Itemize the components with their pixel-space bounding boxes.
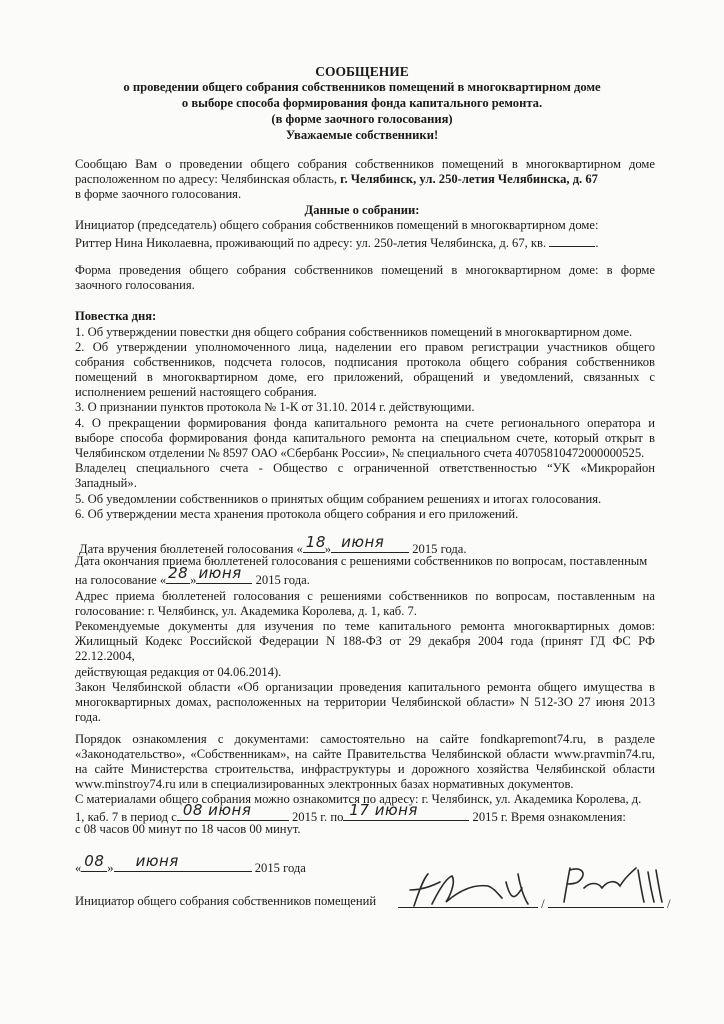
meeting-heading: Данные о собрании: <box>304 203 420 217</box>
docs-line: С материалами общего собрания можно ознакомится по адресу: г. Челябинск, ул. Академика Королева, д. <box>75 792 642 806</box>
signature-line: / / <box>398 894 670 912</box>
handwritten-date: 08 июня <box>182 801 252 819</box>
end-month-field <box>196 564 252 584</box>
apartment-blank <box>549 233 595 247</box>
agenda-item: 6. Об утверждении места хранения протокола общего собрания и его приложений. <box>75 507 519 521</box>
handwritten-day: 08 <box>84 852 105 870</box>
initiator-line: Инициатор (председатель) общего собрания собственников помещений в многоквартирном доме: <box>75 218 599 232</box>
title-line-2: о выборе способа формирования фонда капитального ремонта. <box>181 96 543 110</box>
agenda-heading: Повестка дня: <box>75 309 157 323</box>
agenda-item: 1. Об утверждении повестки дня общего собрания собственников помещений в многоквартирном доме. <box>75 325 633 339</box>
intro-line-2: расположенном по адресу: Челябинская область, г. Челябинск, ул. 250-летия Челябинска, д. 67 <box>75 172 598 186</box>
review-hours-line: с 08 часов 00 минут по 18 часов 00 минут. <box>75 822 301 836</box>
agenda-item: 3. О признании пунктов протокола № 1-К от 31.10. 2014 г. действующими. <box>75 400 475 414</box>
title-line-3: (в форме заочного голосования) <box>271 112 453 126</box>
period-to-field <box>343 801 469 821</box>
docs-line: Порядок ознакомления с документами: самостоятельно на сайте fondkapremont74.ru, в разделе <box>75 732 655 746</box>
docs-line: на сайте Министерства строительства, инфраструктуры и дорожного хозяйства Челябинской области <box>75 762 655 776</box>
building-address: г. Челябинск, ул. 250-летия Челябинска, д. 67 <box>340 172 598 186</box>
agenda-item: Западный». <box>75 476 137 490</box>
end-day-field <box>166 564 190 584</box>
handwritten-day: 28 <box>168 564 189 582</box>
review-period-line: 1, каб. 7 в период с 08 июня 2015 г. по 17 июня 2015 г. Время ознакомления: <box>75 801 626 824</box>
docs-line: Закон Челябинской области «Об организации проведения капитального ремонта общего имущества в <box>75 680 655 694</box>
agenda-item: 5. Об уведомлении собственников о принятых общим собранием решениях и итогах голосования. <box>75 492 602 506</box>
docs-line: многоквартирных домах, расположенных на территории Челябинской области» N 512-ЗО 27 июня 2013 <box>75 695 655 709</box>
docs-line: 22.12.2004, <box>75 649 135 663</box>
form-line-1: Форма проведения общего собрания собственников помещений в многоквартирном доме: в форме <box>75 263 655 277</box>
handwritten-day: 18 <box>305 533 326 551</box>
handwritten-name-signature <box>556 862 668 908</box>
docs-line: Жилищный Кодекс Российской Федерации N 188-ФЗ от 29 декабря 2004 года (принят ГД ФС РФ <box>75 634 655 648</box>
agenda-item: помещений в многоквартирном доме, его приложений, обращений и уведомлений, связанных с <box>75 370 655 384</box>
agenda-item: 4. О прекращении формирования фонда капитального ремонта на счете регионального оператора и <box>75 416 655 430</box>
end-date-line-2: на голосование « 28 » июня 2015 года. <box>75 564 310 587</box>
footer-date-line: « 08 » июня 2015 года <box>75 852 306 875</box>
agenda-item: выборе способа формирования фонда капитального ремонта на специальном счете, который открыт в <box>75 431 655 445</box>
initiator-name-line: Риттер Нина Николаевна, проживающий по адресу: ул. 250-летия Челябинска, д. 67, кв. . <box>75 233 598 251</box>
agenda-item: исполнением решений настоящего собрания. <box>75 385 317 399</box>
handwritten-month: июня <box>135 852 179 870</box>
intro-line-3: в форме заочного голосования. <box>75 187 242 201</box>
form-line-2: заочного голосования. <box>75 278 195 292</box>
delivery-month-field <box>331 533 409 553</box>
docs-line: «Законодательство», «Собственникам», на сайте Правительства Челябинской области www.pravmin74.ru, <box>75 747 655 761</box>
docs-line: Адрес приема бюллетеней голосования с решениями собственников по вопросам, поставленным на <box>75 589 655 603</box>
agenda-item: Владелец специального счета - Общество с ограниченной ответственностью “УК «Микрорайон <box>75 461 655 475</box>
title-line-1: о проведении общего собрания собственников помещений в многоквартирном доме <box>123 80 601 94</box>
docs-line: действующая редакция от 04.06.2014). <box>75 665 282 679</box>
delivery-day-field <box>303 533 326 553</box>
handwritten-month: июня <box>341 533 385 551</box>
period-from-field <box>177 801 289 821</box>
handwritten-month: июня <box>198 564 242 582</box>
docs-line: www.minstroy74.ru или в специализированных электронных базах нормативных документов. <box>75 777 574 791</box>
docs-line: года. <box>75 710 101 724</box>
intro-line-1: Сообщаю Вам о проведении общего собрания собственников помещений в многоквартирном доме <box>75 157 655 171</box>
footer-day-field <box>81 852 107 872</box>
document-title: СООБЩЕНИЕ <box>315 64 409 79</box>
agenda-item: Челябинском отделении № 8597 ОАО «Сбербанк России», № специального счета 40705810472000000525. <box>75 446 645 460</box>
initiator-signature-label: Инициатор общего собрания собственников помещений <box>75 894 377 908</box>
end-date-line-1: Дата окончания приема бюллетеней голосования с решениями собственников по вопросам, поставленным <box>75 554 648 568</box>
handwritten-date: 17 июня <box>349 801 418 819</box>
agenda-item: собрания собственников, подсчета голосов, подписания протокола общего собрания собственников <box>75 355 655 369</box>
agenda-item: 2. Об утверждении уполномоченного лица, наделении его правом регистрации участников общего <box>75 340 655 354</box>
handwritten-signature <box>402 868 542 912</box>
docs-line: Рекомендуемые документы для изучения по теме капитального ремонта многоквартирных домов: <box>75 619 655 633</box>
greeting: Уважаемые собственники! <box>285 128 439 142</box>
docs-line: голосование: г. Челябинск, ул. Академика Королева, д. 1, каб. 7. <box>75 604 417 618</box>
delivery-date-line: Дата вручения бюллетеней голосования « 18 » июня 2015 года. <box>79 533 467 556</box>
